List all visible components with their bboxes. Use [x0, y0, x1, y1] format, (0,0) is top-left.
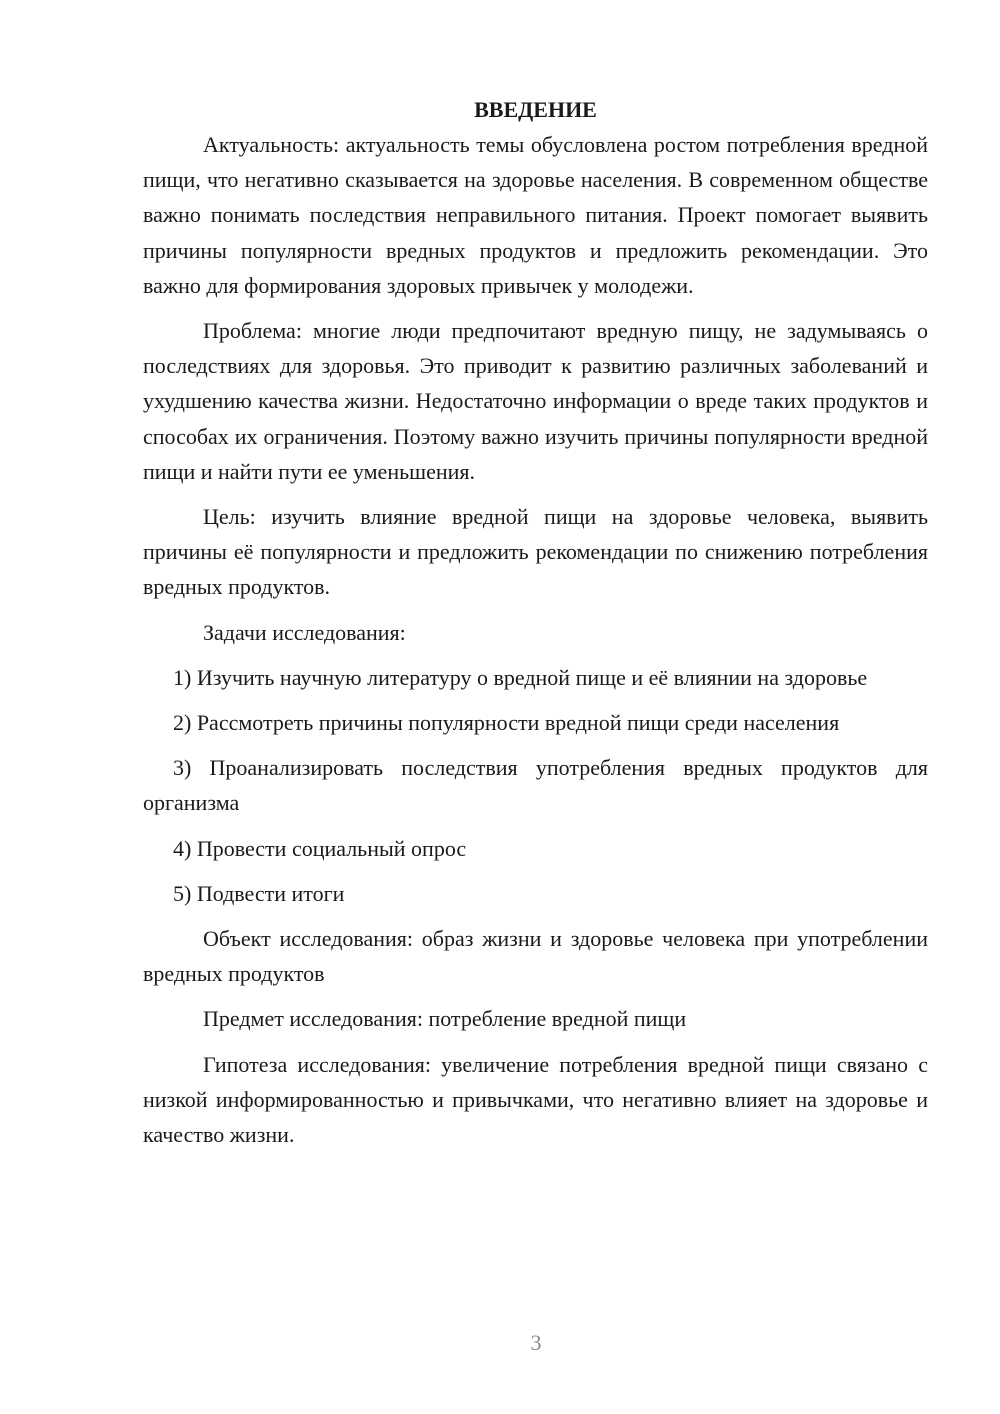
- task-item: 4) Провести социальный опрос: [173, 835, 467, 861]
- tasks-heading: Задачи исследования:: [203, 619, 406, 645]
- document-page: [143, 92, 928, 1162]
- paragraph-object: Объект исследования: образ жизни и здоровье человека при употреблении вредных продуктов: [143, 926, 928, 987]
- task-item: 1) Изучить научную литературу о вредной пище и её влиянии на здоровье: [173, 664, 868, 690]
- task-item: 3) Проанализировать последствия употребления вредных продуктов для организма: [143, 755, 928, 816]
- paragraph-relevance: Актуальность: актуальность темы обусловлена ростом потребления вредной пищи, что негативно сказывается на здоровье населения. В современном обществе важно понимать последствия неправильного питания. Проект помогает выявить причины популярности вредных продуктов и предложить рекомендации. Это важно для формирования здоровых привычек у молодежи.: [143, 132, 928, 298]
- task-item: 2) Рассмотреть причины популярности вредной пищи среди населения: [173, 710, 840, 736]
- paragraph-subject: Предмет исследования: потребление вредной пищи: [203, 1006, 687, 1032]
- section-title: ВВЕДЕНИЕ: [474, 97, 597, 122]
- task-item: 5) Подвести итоги: [173, 880, 345, 906]
- page-number: 3: [530, 1330, 542, 1355]
- paragraph-problem: Проблема: многие люди предпочитают вредную пищу, не задумываясь о последствиях для здоровья. Это приводит к развитию различных заболеваний и ухудшению качества жизни. Недостаточно информации о вреде таких продуктов и способах их ограничения. Поэтому важно изучить причины популярности вредной пищи и найти пути ее уменьшения.: [143, 318, 928, 484]
- paragraph-hypothesis: Гипотеза исследования: увеличение потребления вредной пищи связано с низкой информированностью и привычками, что негативно влияет на здоровье и качество жизни.: [143, 1051, 928, 1148]
- paragraph-goal: Цель: изучить влияние вредной пищи на здоровье человека, выявить причины её популярности и предложить рекомендации по снижению потребления вредных продуктов.: [143, 504, 928, 600]
